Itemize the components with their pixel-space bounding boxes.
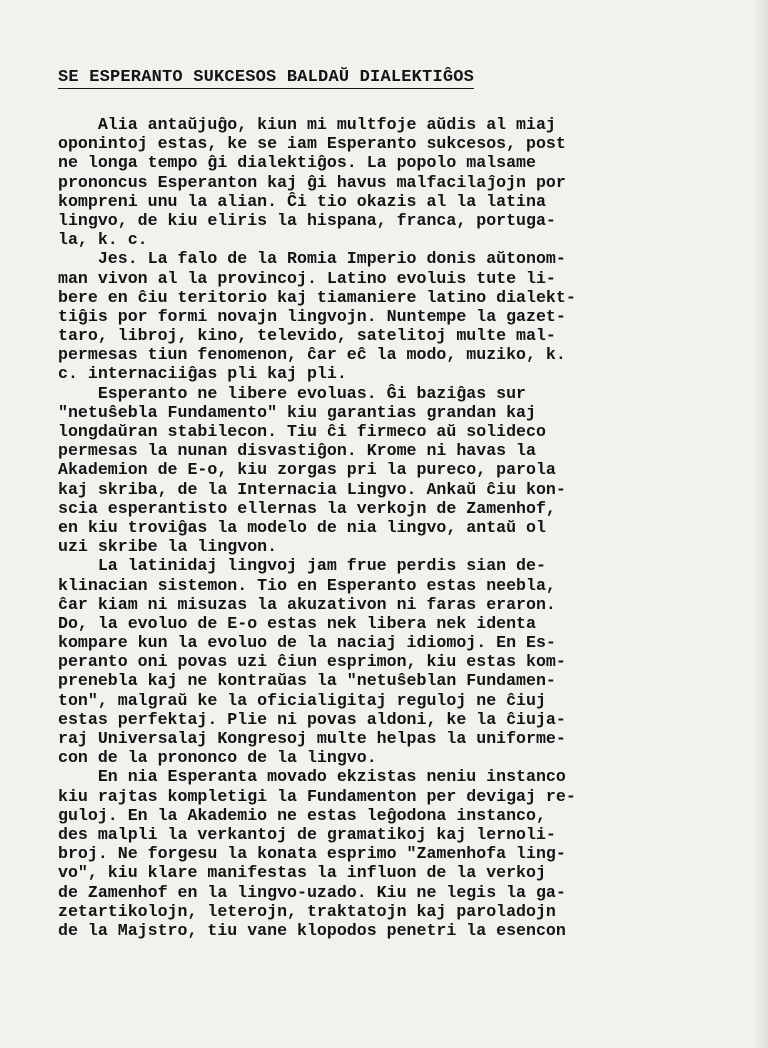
text-line: kompreni unu la alian. Ĉi tio okazis al la latina [58, 191, 546, 211]
page-edge-shadow [754, 0, 768, 1048]
text-line: con de la prononco de la lingvo. [58, 748, 377, 768]
text-line: c. internaciiĝas pli kaj pli. [58, 364, 347, 384]
text-line: broj. Ne forgesu la konata esprimo "Zamenhofa ling- [58, 844, 566, 864]
text-line: scia esperantisto ellernas la verkojn de Zamenhof, [58, 498, 556, 518]
text-line: bere en ĉiu teritorio kaj tiamaniere latino dialekt- [58, 287, 576, 307]
text-line: La latinidaj lingvoj jam frue perdis sian de- [58, 556, 546, 576]
text-line: zetartikolojn, leterojn, traktatojn kaj paroladojn [58, 901, 556, 921]
text-line: guloj. En la Akademio ne estas leĝodona instanco, [58, 805, 546, 825]
text-line: uzi skribe la lingvon. [58, 537, 278, 557]
text-line: Akademion de E-o, kiu zorgas pri la pureco, parola [58, 460, 556, 480]
text-line: En nia Esperanta movado ekzistas neniu instanco [58, 767, 566, 787]
text-line: prononcus Esperanton kaj ĝi havus malfacilaĵojn por [58, 172, 566, 192]
text-line: man vivon al la provincoj. Latino evoluis tute li- [58, 268, 556, 288]
text-line: ton", malgraŭ ke la oficialigitaj reguloj ne ĉiuj [58, 690, 546, 710]
article-body [58, 115, 718, 940]
text-line: Jes. La falo de la Romia Imperio donis aŭtonom- [58, 249, 566, 269]
text-line: longdaŭran stabilecon. Tiu ĉi firmeco aŭ solideco [58, 422, 546, 441]
text-line: prenebla kaj ne kontraŭas la "netuŝeblan Fundamen- [58, 671, 556, 691]
text-line: des malpli la verkantoj de gramatikoj kaj lernoli- [58, 824, 556, 844]
text-line: lingvo, de kiu eliris la hispana, franca, portuga- [58, 210, 556, 230]
text-line: raj Universalaj Kongresoj multe helpas la uniforme- [58, 729, 566, 748]
text-line: kompare kun la evoluo de la naciaj idiomoj. En Es- [58, 633, 556, 653]
text-line: ne longa tempo ĝi dialektiĝos. La popolo malsame [58, 153, 536, 173]
text-line: permesas tiun fenomenon, ĉar eĉ la modo, muziko, k. [58, 345, 566, 365]
article-heading: SE ESPERANTO SUKCESOS BALDAŬ DIALEKTIĜOS [58, 68, 475, 87]
text-line: Esperanto ne libere evoluas. Ĝi baziĝas sur [58, 383, 527, 403]
text-line: "netuŝebla Fundamento" kiu garantias grandan kaj [58, 402, 536, 422]
text-line: permesas la nunan disvastiĝon. Krome ni havas la [58, 441, 536, 461]
text-line: la, k. c. [58, 230, 148, 250]
text-line: kaj skriba, de la Internacia Lingvo. Ankaŭ ĉiu kon- [58, 479, 566, 499]
text-line: peranto oni povas uzi ĉiun esprimon, kiu estas kom- [58, 652, 566, 672]
text-line: Alia antaŭjuĝo, kiun mi multfoje aŭdis al miaj [58, 115, 556, 134]
text-line: kiu rajtas kompletigi la Fundamenton per devigaj re- [58, 786, 576, 806]
text-line: vo", kiu klare manifestas la influon de la verkoj [58, 863, 546, 883]
text-line: Do, la evoluo de E-o estas nek libera nek identa [58, 613, 536, 633]
text-line: klinacian sistemon. Tio en Esperanto estas neebla, [58, 575, 556, 595]
text-line: de la Majstro, tiu vane klopodos penetri la esencon [58, 920, 566, 940]
text-line: oponintoj estas, ke se iam Esperanto sukcesos, post [58, 134, 566, 154]
text-line: tiĝis por formi novajn lingvojn. Nuntempe la gazet- [58, 306, 566, 326]
text-line: de Zamenhof en la lingvo-uzado. Kiu ne legis la ga- [58, 882, 566, 902]
text-line: taro, libroj, kino, televido, satelitoj multe mal- [58, 326, 556, 346]
text-line: estas perfektaj. Plie ni povas aldoni, ke la ĉiuja- [58, 709, 566, 729]
text-line: ĉar kiam ni misuzas la akuzativon ni faras eraron. [58, 594, 556, 614]
text-line: en kiu troviĝas la modelo de nia lingvo, antaŭ ol [58, 517, 546, 537]
